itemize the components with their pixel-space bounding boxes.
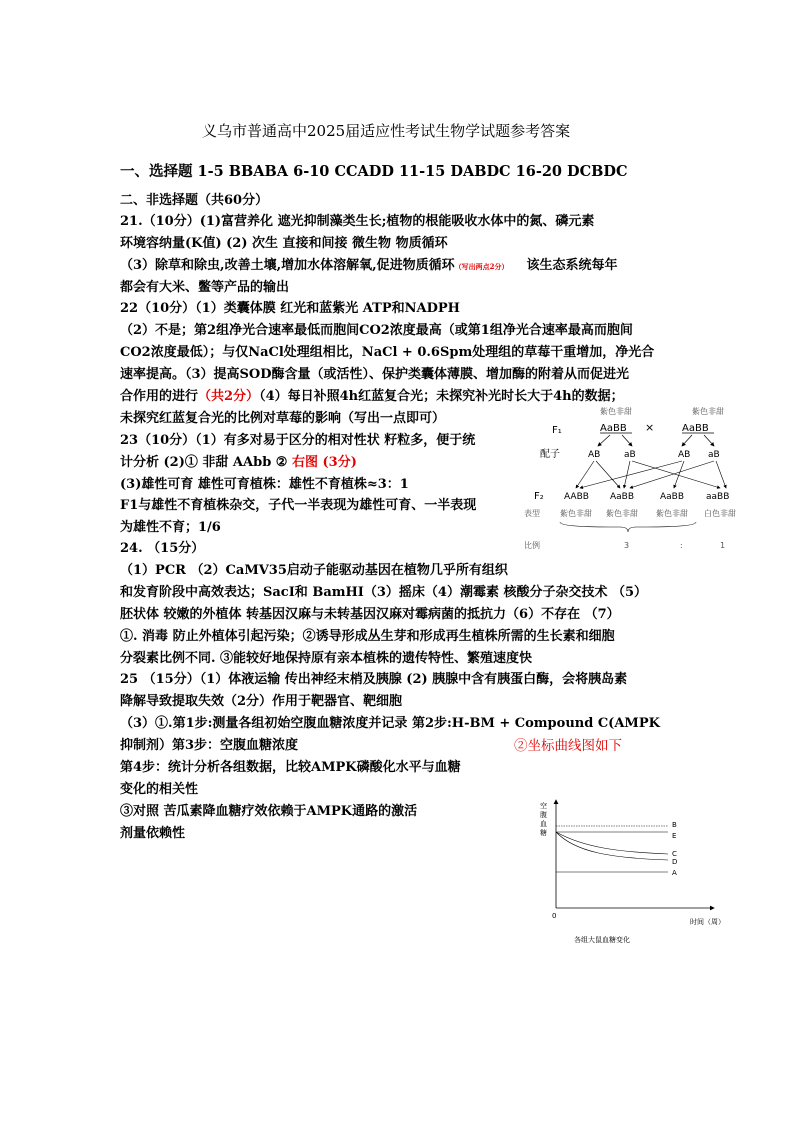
q23-line-2-text: 计分析 (2)① 非甜 AAbb ② (120, 455, 292, 470)
q22-line-3: CO2浓度最低）；与仅NaCl处理组相比，NaCl + 0.6Spm处理组的草莓干重增加，净光合 (120, 345, 655, 360)
f1-label: F₁ (552, 425, 562, 436)
q22-score-mark: （共2分） (198, 389, 260, 404)
f2-label: F₂ (534, 491, 544, 502)
blood-glucose-graph (530, 796, 740, 950)
ratio-brace (560, 522, 696, 532)
y-axis-label: 血 (540, 820, 547, 828)
offspring-phenotype: 白色非甜 (704, 509, 736, 518)
q24-line-6: 分裂素比例不同. ③能较好地保持原有亲本植株的遗传特性、繁殖速度快 (120, 651, 533, 666)
graph-caption: 各组大鼠血糖变化 (574, 936, 630, 944)
y-axis-label: 糖 (540, 829, 547, 837)
q22-line-4: 速率提高。（3）提高SOD酶含量（或活性）、保护类囊体薄膜、增加酶的附着从而促进光 (120, 367, 630, 382)
q23-line-4: F1与雄性不育植株杂交，子代一半表现为雄性可育、一半表现 (120, 498, 477, 513)
ratio-value: 1 (720, 541, 726, 550)
gamete: aB (708, 450, 720, 460)
parent-right-genotype: AaBB (682, 423, 709, 434)
q25-graph-note: ②坐标曲线图如下 (514, 738, 622, 754)
line-label: B (672, 821, 677, 829)
offspring-phenotype: 紫色非甜 (560, 509, 592, 518)
q23-line-5: 为雄性不育；1/6 (120, 520, 221, 535)
y-axis-label: 空 (540, 802, 547, 810)
parent-right-phenotype: 紫色非甜 (692, 407, 724, 416)
q21-scoring-note: （写出两点2分） (454, 262, 509, 271)
q21-line-3 (120, 258, 618, 275)
ratio-value: 3 (624, 541, 630, 550)
q23-figure-ref: 右图 (3分) (291, 455, 357, 470)
section-choice-answers: 一、选择题 1-5 BBABA 6-10 CCADD 11-15 DABDC 16-20 DCBDC (120, 163, 628, 180)
q25-line-5: 第4步：统计分析各组数据，比较AMPK磷酸化水平与血糖 (120, 760, 461, 775)
curve-d (556, 832, 668, 860)
ratio-separator: : (680, 541, 683, 550)
q23-line-2 (120, 455, 357, 471)
genetic-cross-diagram (520, 404, 760, 554)
q24-line-4: 胚状体 较嫩的外植体 转基因汉麻与未转基因汉麻对霉病菌的抵抗力（6）不存在 （7） (120, 607, 620, 622)
q25-line-2: 降解导致提取失效（2分）作用于靶器官、靶细胞 (120, 694, 403, 709)
parent-left-genotype: AaBB (600, 423, 627, 434)
gamete: AB (678, 450, 691, 460)
q24-line-5: ①. 消毒 防止外植体引起污染；②诱导形成丛生芽和形成再生植株所需的生长素和细胞 (120, 629, 615, 644)
q25-line-8: 剂量依赖性 (120, 826, 186, 841)
q24-line-1: 24. （15分） (120, 541, 205, 556)
q22-line-2: （2）不是；第2组净光合速率最低而胞间CO2浓度最高（或第1组净光合速率最高而胞间 (120, 323, 633, 338)
q25-line-1: 25 （15分）（1）体液运输 传出神经末梢及胰腺 (2) 胰腺中含有胰蛋白酶，会将胰岛素 (120, 672, 628, 687)
x-axis-label: 时间（周） (690, 918, 725, 926)
line-label: A (672, 869, 677, 877)
q22-line-6: 未探究红蓝复合光的比例对草莓的影响（写出一点即可） (120, 411, 446, 426)
y-axis-label: 腹 (540, 811, 547, 819)
section-heading-nonchoice: 二、非选择题（共60分） (120, 193, 269, 208)
offspring-genotype: AaBB (660, 492, 685, 502)
q22-line-5-text: 合作用的进行 (120, 389, 199, 404)
q24-line-3: 和发育阶段中高效表达；SacⅠ和 BamHⅠ（3）摇床（4）潮霉素 核酸分子杂交技术 （5） (120, 585, 648, 600)
gamete: aB (624, 450, 636, 460)
q21-line-1: 21.（10分）(1)富营养化 遮光抑制藻类生长;植物的根能吸收水体中的氮、磷元素 (120, 214, 595, 229)
offspring-genotype: aaBB (706, 492, 730, 502)
q25-line-4: 抑制剂）第3步：空腹血糖浓度 (120, 738, 299, 753)
q25-line-6: 变化的相关性 (120, 782, 199, 797)
offspring-genotype: AaBB (610, 492, 635, 502)
q25-line-7: ③对照 苦瓜素降血糖疗效依赖于AMPK通路的激活 (120, 804, 418, 819)
q22-line-5-tail: （4）每日补照4h红蓝复合光；未探究补光时长大于4h的数据； (259, 389, 624, 404)
offspring-genotype: AABB (564, 492, 589, 502)
parent-left-phenotype: 紫色非甜 (600, 407, 632, 416)
q21-line-4: 都会有大米、鳖等产品的输出 (120, 280, 290, 295)
q25-line-3: （3）①.第1步:测量各组初始空腹血糖浓度并记录 第2步:H-BM + Compound C(AMPK (120, 716, 660, 731)
page-title: 义乌市普通高中2025届适应性考试生物学试题参考答案 (202, 122, 571, 140)
line-label: D (672, 858, 678, 866)
curve-c (556, 832, 668, 854)
line-label: E (672, 832, 677, 840)
line-label: C (672, 850, 677, 858)
phenotype-label: 表型 (524, 509, 540, 518)
gamete: AB (588, 450, 601, 460)
q22-line-5 (120, 389, 624, 405)
q24-line-2: （1）PCR （2）CaMV35启动子能驱动基因在植物几乎所有组织 (120, 563, 508, 578)
origin-label: 0 (552, 912, 557, 920)
gamete-label: 配子 (540, 449, 560, 460)
q23-line-3: (3)雄性可育 雄性可育植株：雄性不育植株≈3：1 (120, 477, 409, 492)
q21-line-3-tail: 该生态系统每年 (526, 258, 618, 273)
q22-line-1: 22（10分）（1）类囊体膜 红光和蓝紫光 ATP和NADPH (120, 301, 460, 316)
q21-line-3-text: （3）除草和除虫,改善土壤,增加水体溶解氧,促进物质循环 (120, 258, 455, 273)
ratio-label: 比例 (524, 541, 540, 550)
q23-line-1: 23（10分）（1）有多对易于区分的相对性状 籽粒多，便于统 (120, 433, 476, 448)
offspring-phenotype: 紫色非甜 (606, 509, 638, 518)
cross-symbol: × (645, 421, 655, 434)
offspring-phenotype: 紫色非甜 (656, 509, 688, 518)
q21-line-2: 环境容纳量(K值) (2) 次生 直接和间接 微生物 物质循环 (120, 236, 448, 251)
